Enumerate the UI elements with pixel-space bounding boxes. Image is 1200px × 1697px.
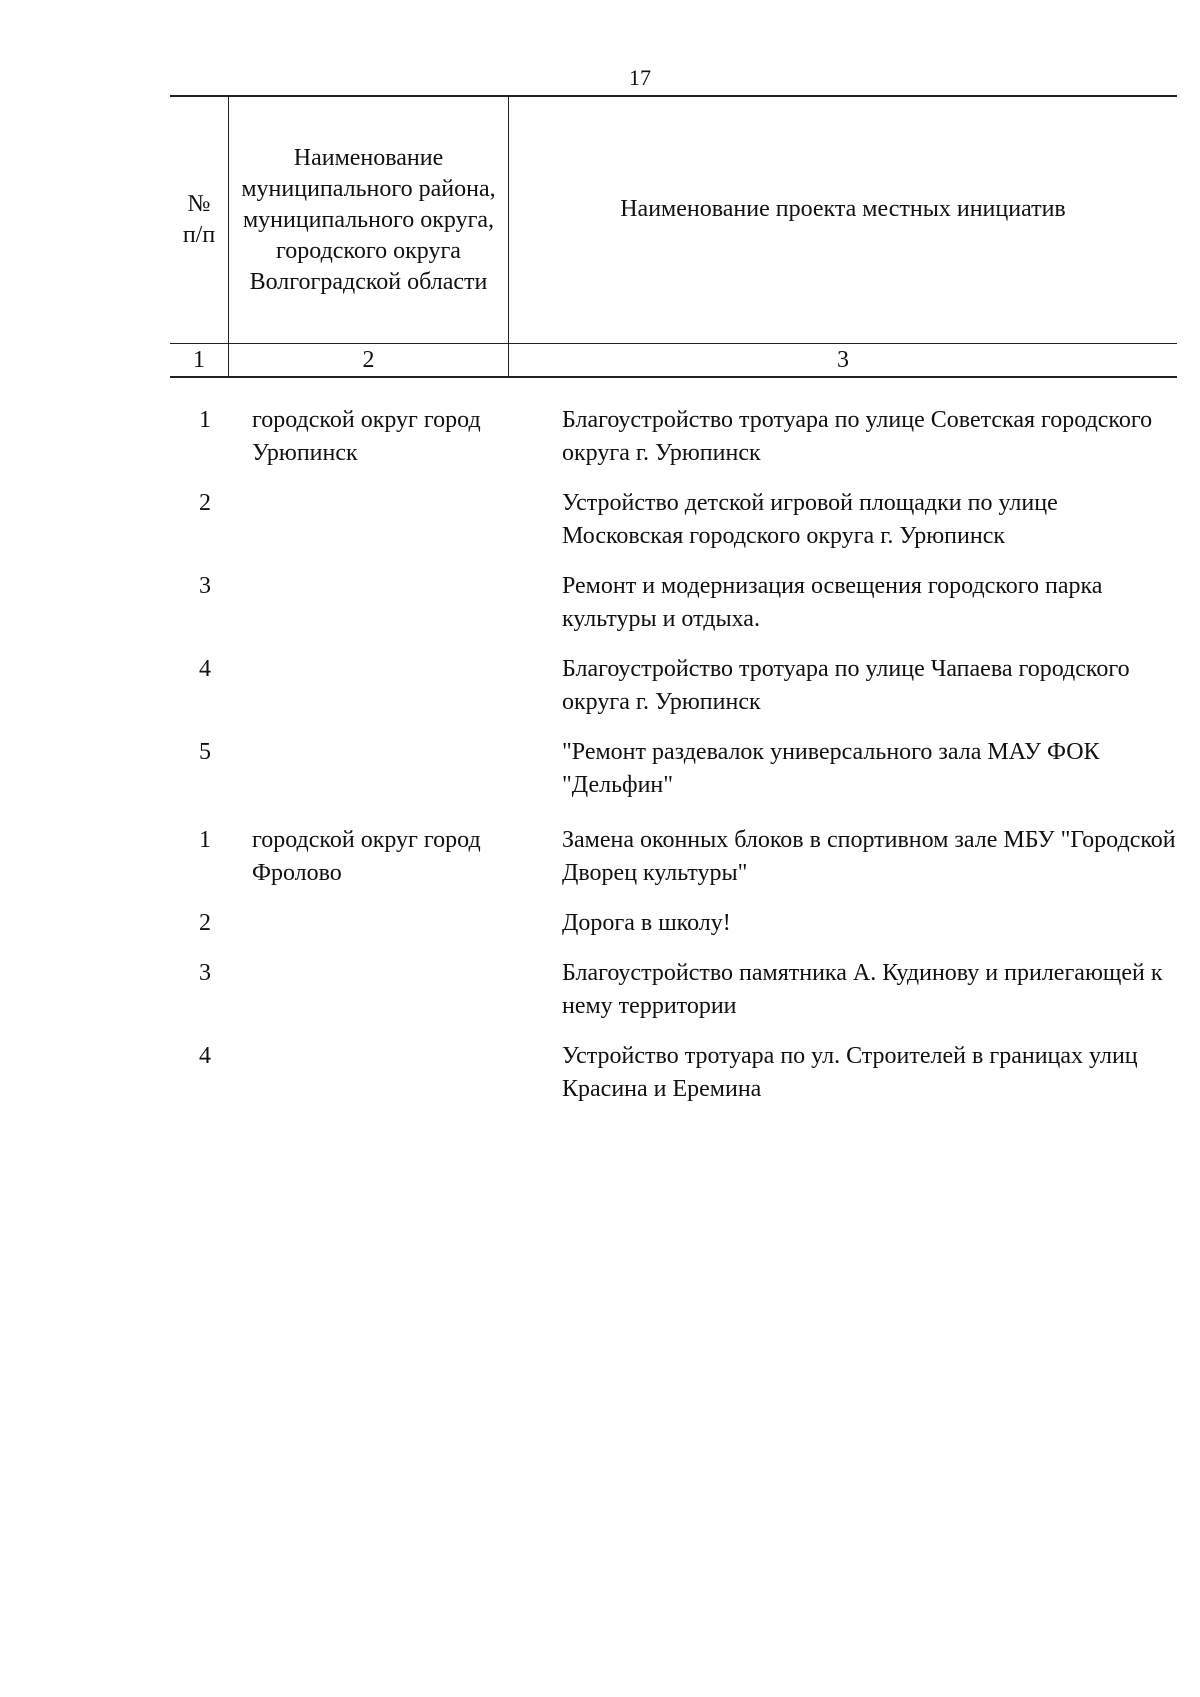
column-number: 2 (229, 344, 509, 378)
header-project-label: Наименование проекта местных инициатив (620, 196, 1066, 222)
row-district (240, 907, 530, 940)
header-number-label: № п/п (182, 191, 216, 248)
row-number: 3 (199, 573, 211, 599)
column-number-row (170, 344, 1177, 378)
row-number: 2 (199, 490, 211, 516)
table-row (170, 907, 1177, 940)
header-district-label: Наименование муниципального района, муниципального округа, городского округа Волгоградской области (241, 144, 496, 295)
header-cell-project (509, 96, 1178, 344)
table-row (170, 736, 1177, 802)
table-row (170, 653, 1177, 719)
header-cell-number (170, 96, 229, 344)
table-row (170, 570, 1177, 636)
row-district (240, 1040, 530, 1106)
table-row (170, 824, 1177, 890)
header-cell-district (229, 96, 509, 344)
row-district: городской округ город Фролово (252, 827, 481, 886)
table-row (170, 404, 1177, 470)
row-project: Благоустройство памятника А. Кудинову и прилегающей к нему территории (562, 960, 1163, 1019)
row-project: Благоустройство тротуара по улице Советская городского округа г. Урюпинск (562, 407, 1153, 466)
row-district (240, 736, 530, 802)
row-project: Благоустройство тротуара по улице Чапаева городского округа г. Урюпинск (562, 656, 1130, 715)
row-number: 2 (199, 910, 211, 936)
column-number: 3 (509, 344, 1178, 378)
row-project: Замена оконных блоков в спортивном зале МБУ "Городской Дворец культуры" (562, 827, 1176, 886)
row-district (240, 653, 530, 719)
page-number: 17 (629, 65, 651, 90)
row-district (240, 487, 530, 553)
row-district (240, 957, 530, 1023)
row-number: 1 (199, 407, 211, 433)
header-row (170, 96, 1177, 344)
row-project: Дорога в школу! (562, 910, 731, 936)
row-number: 1 (199, 827, 211, 853)
row-project: Устройство тротуара по ул. Строителей в границах улиц Красина и Еремина (562, 1043, 1138, 1102)
row-district: городской округ город Урюпинск (252, 407, 481, 466)
row-number: 4 (199, 656, 211, 682)
column-number: 1 (170, 344, 229, 378)
row-number: 3 (199, 960, 211, 986)
row-number: 5 (199, 739, 211, 765)
table-row (170, 957, 1177, 1023)
table-header (170, 95, 1177, 378)
row-district (240, 570, 530, 636)
table-body (170, 404, 1177, 1106)
row-project: "Ремонт раздевалок универсального зала МАУ ФОК "Дельфин" (562, 739, 1100, 798)
row-project: Устройство детской игровой площадки по улице Московская городского округа г. Урюпинск (562, 490, 1058, 549)
row-number: 4 (199, 1043, 211, 1069)
table-row (170, 1040, 1177, 1106)
table-row (170, 487, 1177, 553)
row-project: Ремонт и модернизация освещения городского парка культуры и отдыха. (562, 573, 1103, 632)
